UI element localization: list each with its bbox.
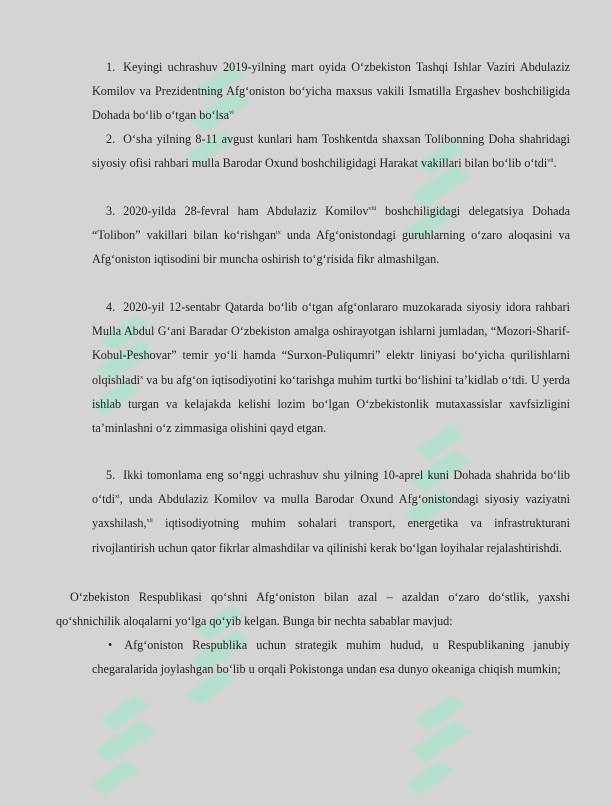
footnote-ref[interactable]: vii xyxy=(547,158,554,165)
watermark-logo-icon xyxy=(395,690,485,800)
item-text: Keyingi uchrashuv 2019-yilning mart oyida O‘zbekiston Tashqi Ishlar Vaziri Abdulaziz Komilov va Prezidentning Afg‘oniston bo‘yicha maxsus vakili Ismatilla Ergashev boshchiligida Dohada bo‘lib o‘tgan bo‘lsa xyxy=(92,60,570,123)
item-text: Ikki tomonlama eng so‘nggi uchrashuv shu yilning 10-aprel kuni Dohada shahrida bo‘lib o‘tdi xyxy=(92,468,570,507)
list-item xyxy=(92,463,570,560)
item-text: 2020-yil 12-sentabr Qatarda bo‘lib o‘tgan afg‘onlararo muzokarada siyosiy idora rahbari Mulla Abdul G‘ani Baradar O‘zbekiston amalga oshirayotgan ishlarni jumladan, “Mozori-Sharif-Kobul-Peshovar” temir yo‘li hamda “Surxon-Puliqumri” elektr liniyasi bo‘yicha qurilishlarni olqishladi xyxy=(92,300,570,387)
footnote-ref[interactable]: vi xyxy=(229,110,234,117)
list-item xyxy=(92,199,570,272)
bullet-icon: • xyxy=(108,638,113,652)
watermark-logo-icon xyxy=(80,690,170,800)
item-number: 5. xyxy=(106,468,116,482)
body-paragraph: O‘zbekiston Respublikasi qo‘shni Afg‘oniston bilan azal – azaldan o‘zaro do‘stlik, yaxshi qo‘shnichilik aloqalarni yo‘lga qo‘yib kelgan. Bunga bir nechta sabablar mavjud: xyxy=(56,590,570,629)
bullet-text: Afg‘oniston Respublika uchun strategik muhim hudud, u Respublikaning janubiy chegaralarida joylashgan bo‘lib u orqali Pokistonga undan esa dunyo okeaniga chiqish mumkin; xyxy=(92,638,570,677)
item-text: boshchiligidagi delegatsiya Dohada “Tolibon” vakillari bilan ko‘rishgan xyxy=(92,204,570,243)
footnote-ref[interactable]: viii xyxy=(368,205,377,212)
list-item xyxy=(92,295,570,440)
item-text: 2020-yilda 28-fevral ham Abdulaziz Komilov xyxy=(123,204,369,218)
item-text: O‘sha yilning 8-11 avgust kunlari ham Toshkentda shaxsan Tolibonning Doha shahridagi siyosiy ofisi rahbari mulla Barodar Oxund boshchiligidagi Harakat vakillari bilan bo‘lib o‘tdi xyxy=(92,132,570,171)
item-text: , unda Abdulaziz Komilov va mulla Barodar Oxund Afg‘onistondagi siyosiy vaziyatni yaxshilash, xyxy=(92,492,570,531)
item-number: 4. xyxy=(106,300,116,314)
item-number: 3. xyxy=(106,204,116,218)
list-item xyxy=(92,127,570,175)
footnote-ref[interactable]: xii xyxy=(146,518,153,525)
item-text: unda Afg‘onistondagi guruhlarning o‘zaro aloqasini va Afg‘oniston iqtisodini bir muncha oshirish to‘g‘risida fikr almashilgan. xyxy=(92,228,570,267)
footnote-ref[interactable]: ix xyxy=(276,230,281,237)
item-number: 2. xyxy=(106,132,116,146)
item-text: iqtisodiyotning muhim sohalari transport, energetika va infrastrukturani rivojlantirish uchun qator fikrlar almashdilar va qilinishi kerak bo‘lgan loyihalar rejalashtirishdi. xyxy=(92,516,570,555)
item-number: 1. xyxy=(106,60,116,74)
list-item xyxy=(92,55,570,128)
footnote-ref[interactable]: x xyxy=(140,374,144,381)
bullet-item xyxy=(92,633,570,681)
footnote-ref[interactable]: xi xyxy=(115,494,120,501)
item-text: va bu afg‘on iqtisodiyotini ko‘tarishga muhim turtki bo‘lishini ta’kidlab o‘tdi. U yerda ishlab turgan va kelajakda kelishi lozim bo‘lgan O‘zbekistonlik mutaxassislar xavfsizligini ta’minlashni o‘z zimmasiga olishini qayd etgan. xyxy=(92,372,570,436)
item-text: . xyxy=(553,156,557,171)
